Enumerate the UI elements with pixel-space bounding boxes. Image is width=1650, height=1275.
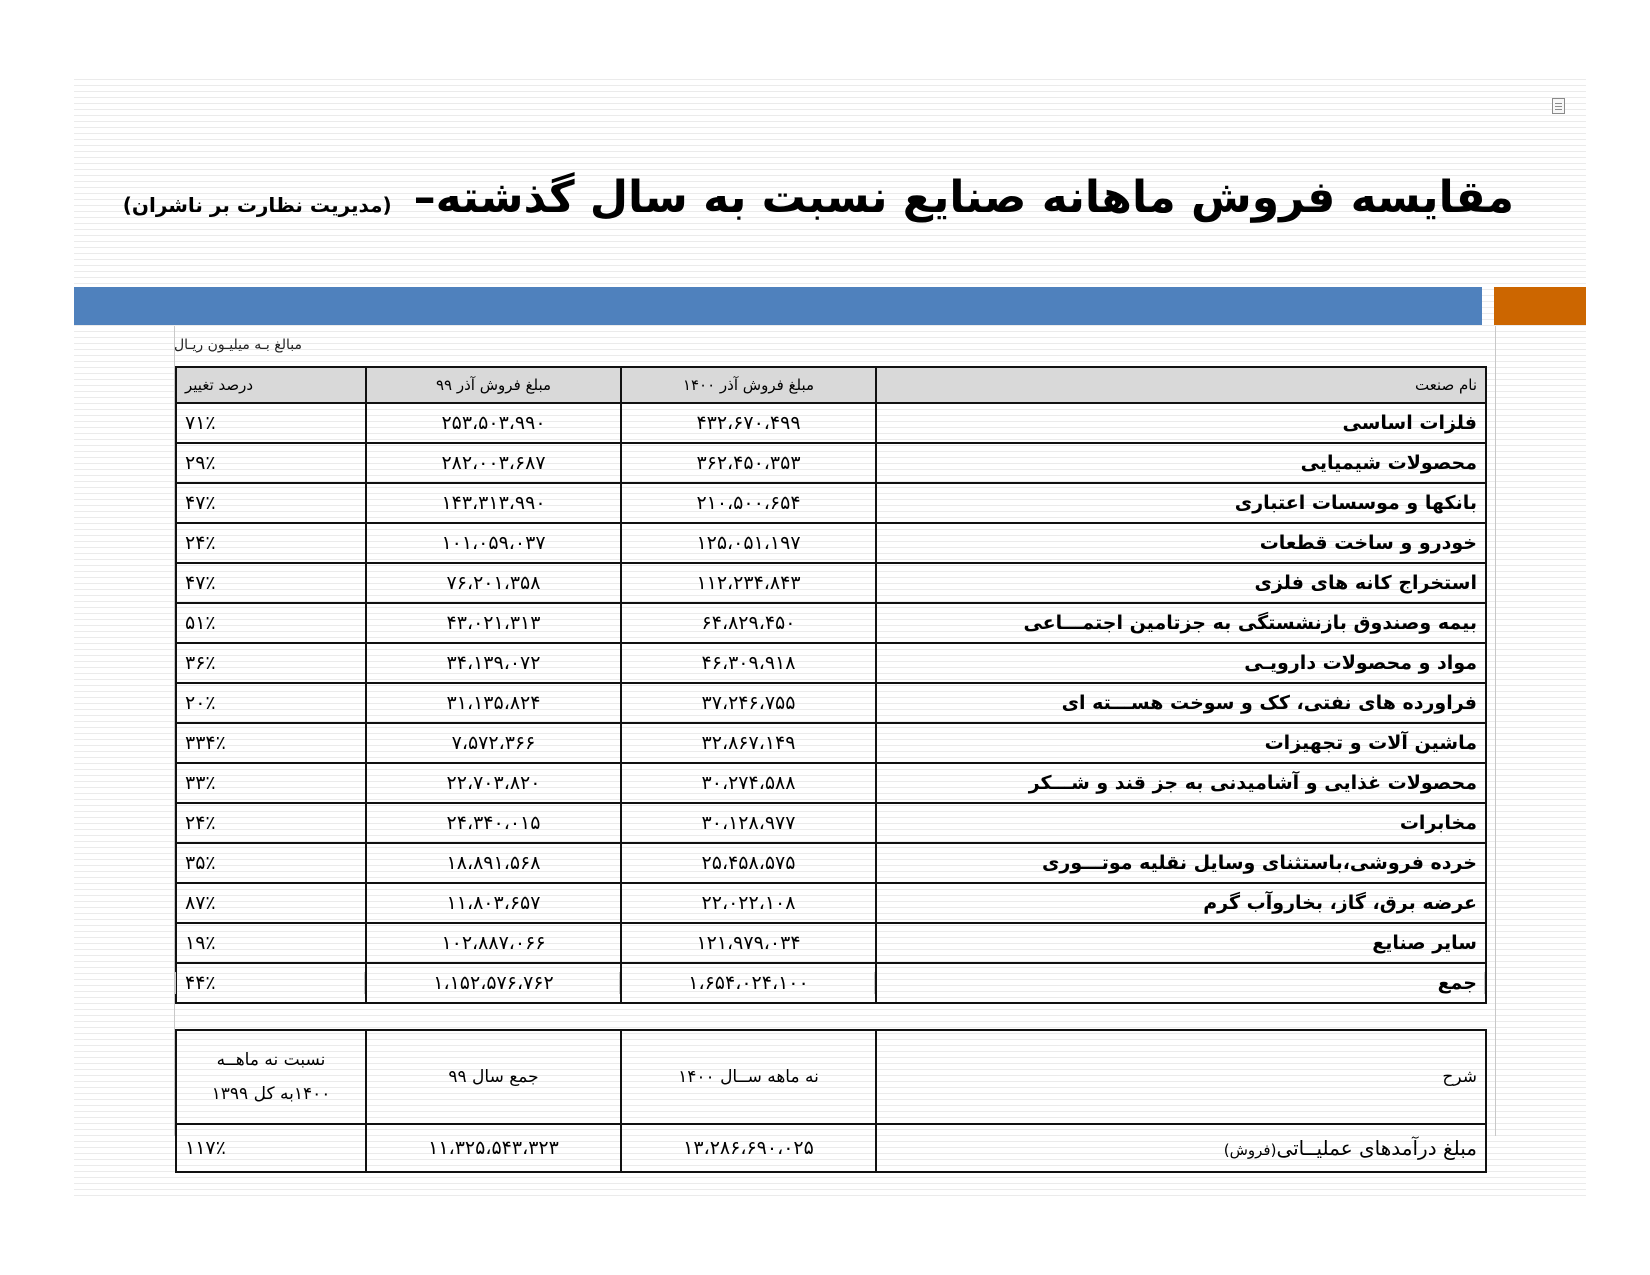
sales-1400-cell: ۱۲۱،۹۷۹،۰۳۴	[621, 923, 876, 963]
page-subtitle: (مدیریت نظارت بر ناشران)	[122, 193, 392, 217]
table-row	[176, 403, 1486, 443]
sales-99-cell: ۲۲،۷۰۳،۸۲۰	[366, 763, 621, 803]
change-percent-cell: ۱۹٪	[176, 923, 366, 963]
change-percent-cell: ۴۷٪	[176, 483, 366, 523]
summary-desc-suffix: (فروش)	[1223, 1141, 1277, 1159]
industry-name-cell: ماشین آلات و تجهیزات	[876, 723, 1486, 763]
sales-99-cell: ۲۴،۳۴۰،۰۱۵	[366, 803, 621, 843]
change-percent-cell: ۸۷٪	[176, 883, 366, 923]
summary-total-99: ۱۱،۳۲۵،۵۴۳،۳۲۳	[366, 1124, 621, 1172]
table-row	[176, 723, 1486, 763]
industry-name-cell: عرضه برق، گاز، بخاروآب گرم	[876, 883, 1486, 923]
sales-99-cell: ۲۸۲،۰۰۳،۶۸۷	[366, 443, 621, 483]
sales-1400-cell: ۱۱۲،۲۳۴،۸۴۳	[621, 563, 876, 603]
header-sales-1400: مبلغ فروش آذر ۱۴۰۰	[621, 367, 876, 403]
summary-table	[175, 1029, 1487, 1173]
sales-99-cell: ۳۱،۱۳۵،۸۲۴	[366, 683, 621, 723]
industry-name-cell: محصولات غذایی و آشامیدنی به جز قند و شـــکر	[876, 763, 1486, 803]
industry-name-cell: خودرو و ساخت قطعات	[876, 523, 1486, 563]
sales-99-cell: ۱۸،۸۹۱،۵۶۸	[366, 843, 621, 883]
table-row	[176, 483, 1486, 523]
header-change-percent: درصد تغییر	[176, 367, 366, 403]
sales-99-cell: ۲۵۳،۵۰۳،۹۹۰	[366, 403, 621, 443]
change-percent-cell: ۳۳٪	[176, 763, 366, 803]
industry-name-cell: مخابرات	[876, 803, 1486, 843]
summary-header-desc: شرح	[876, 1030, 1486, 1124]
sales-1400-cell: ۳۲،۸۶۷،۱۴۹	[621, 723, 876, 763]
sales-comparison-table	[175, 366, 1487, 1004]
table-row	[176, 843, 1486, 883]
blue-header-bar	[74, 287, 1482, 325]
sales-1400-cell: ۴۶،۳۰۹،۹۱۸	[621, 643, 876, 683]
sales-1400-cell: ۳۷،۲۴۶،۷۵۵	[621, 683, 876, 723]
industry-name-cell: جمع	[876, 963, 1486, 1003]
table-row	[176, 803, 1486, 843]
sales-1400-cell: ۳۶۲،۴۵۰،۳۵۳	[621, 443, 876, 483]
change-percent-cell: ۲۹٪	[176, 443, 366, 483]
table-row	[176, 563, 1486, 603]
summary-desc-cell	[876, 1124, 1486, 1172]
summary-header-ratio	[176, 1030, 366, 1124]
table-row	[176, 963, 1486, 1003]
industry-name-cell: سایر صنایع	[876, 923, 1486, 963]
industry-name-cell: فراورده های نفتی، کک و سوخت هســـته ای	[876, 683, 1486, 723]
summary-header-total-99: جمع سال ۹۹	[366, 1030, 621, 1124]
change-percent-cell: ۳۵٪	[176, 843, 366, 883]
sales-1400-cell: ۴۳۲،۶۷۰،۴۹۹	[621, 403, 876, 443]
table-row	[176, 523, 1486, 563]
table-row	[176, 923, 1486, 963]
sales-1400-cell: ۳۰،۱۲۸،۹۷۷	[621, 803, 876, 843]
industry-name-cell: مواد و محصولات دارویـی	[876, 643, 1486, 683]
summary-header-nine-month-1400: نه ماهه ســال ۱۴۰۰	[621, 1030, 876, 1124]
table-row	[176, 763, 1486, 803]
change-percent-cell: ۴۷٪	[176, 563, 366, 603]
table-row	[176, 443, 1486, 483]
page-title: مقایسه فروش ماهانه صنایع نسبت به سال گذشته–	[413, 172, 1514, 223]
header-industry-name: نام صنعت	[876, 367, 1486, 403]
title-row	[74, 172, 1554, 242]
unit-note-text: مبالغ بـه میلیـون ریـال	[174, 337, 302, 353]
change-percent-cell: ۲۰٪	[176, 683, 366, 723]
summary-nine-month-1400: ۱۳،۲۸۶،۶۹۰،۰۲۵	[621, 1124, 876, 1172]
sales-1400-cell: ۳۰،۲۷۴،۵۸۸	[621, 763, 876, 803]
sales-99-cell: ۱۴۳،۳۱۳،۹۹۰	[366, 483, 621, 523]
sales-1400-cell: ۲۵،۴۵۸،۵۷۵	[621, 843, 876, 883]
sales-99-cell: ۷،۵۷۲،۳۶۶	[366, 723, 621, 763]
industry-name-cell: بانکها و موسسات اعتباری	[876, 483, 1486, 523]
sales-1400-cell: ۱،۶۵۴،۰۲۴،۱۰۰	[621, 963, 876, 1003]
unit-note	[174, 332, 434, 358]
industry-name-cell: بیمه وصندوق بازنشستگی به جزتامین اجتمـــاعی	[876, 603, 1486, 643]
change-percent-cell: ۴۴٪	[176, 963, 366, 1003]
industry-name-cell: فلزات اساسی	[876, 403, 1486, 443]
table-row	[176, 603, 1486, 643]
change-percent-cell: ۳۳۴٪	[176, 723, 366, 763]
table-header-row	[176, 367, 1486, 403]
sales-1400-cell: ۶۴،۸۲۹،۴۵۰	[621, 603, 876, 643]
industry-name-cell: خرده فروشی،باستثنای وسایل نقلیه موتـــوری	[876, 843, 1486, 883]
sales-99-cell: ۳۴،۱۳۹،۰۷۲	[366, 643, 621, 683]
change-percent-cell: ۷۱٪	[176, 403, 366, 443]
table-row	[176, 883, 1486, 923]
sales-1400-cell: ۱۲۵،۰۵۱،۱۹۷	[621, 523, 876, 563]
summary-header-row	[176, 1030, 1486, 1124]
industry-name-cell: استخراج کانه های فلزی	[876, 563, 1486, 603]
table-row	[176, 683, 1486, 723]
document-icon	[1552, 98, 1565, 114]
sales-1400-cell: ۲۲،۰۲۲،۱۰۸	[621, 883, 876, 923]
sales-99-cell: ۱،۱۵۲،۵۷۶،۷۶۲	[366, 963, 621, 1003]
change-percent-cell: ۵۱٪	[176, 603, 366, 643]
sales-99-cell: ۴۳،۰۲۱،۳۱۳	[366, 603, 621, 643]
summary-header-ratio-line2: ۱۴۰۰به کل ۱۳۹۹	[211, 1084, 331, 1104]
sales-99-cell: ۷۶،۲۰۱،۳۵۸	[366, 563, 621, 603]
header-sales-99: مبلغ فروش آذر ۹۹	[366, 367, 621, 403]
summary-row	[176, 1124, 1486, 1172]
orange-accent-block	[1494, 287, 1586, 325]
change-percent-cell: ۳۶٪	[176, 643, 366, 683]
change-percent-cell: ۲۴٪	[176, 803, 366, 843]
sales-99-cell: ۱۰۱،۰۵۹،۰۳۷	[366, 523, 621, 563]
slide-background	[74, 74, 1586, 1199]
table-row	[176, 643, 1486, 683]
summary-header-ratio-line1: نسبت نه ماهــه	[216, 1050, 326, 1070]
sales-99-cell: ۱۱،۸۰۳،۶۵۷	[366, 883, 621, 923]
industry-name-cell: محصولات شیمیایی	[876, 443, 1486, 483]
sales-1400-cell: ۲۱۰،۵۰۰،۶۵۴	[621, 483, 876, 523]
change-percent-cell: ۲۴٪	[176, 523, 366, 563]
summary-desc: مبلغ درآمدهای عملیــاتی	[1276, 1136, 1477, 1160]
sales-99-cell: ۱۰۲،۸۸۷،۰۶۶	[366, 923, 621, 963]
summary-ratio: ۱۱۷٪	[176, 1124, 366, 1172]
